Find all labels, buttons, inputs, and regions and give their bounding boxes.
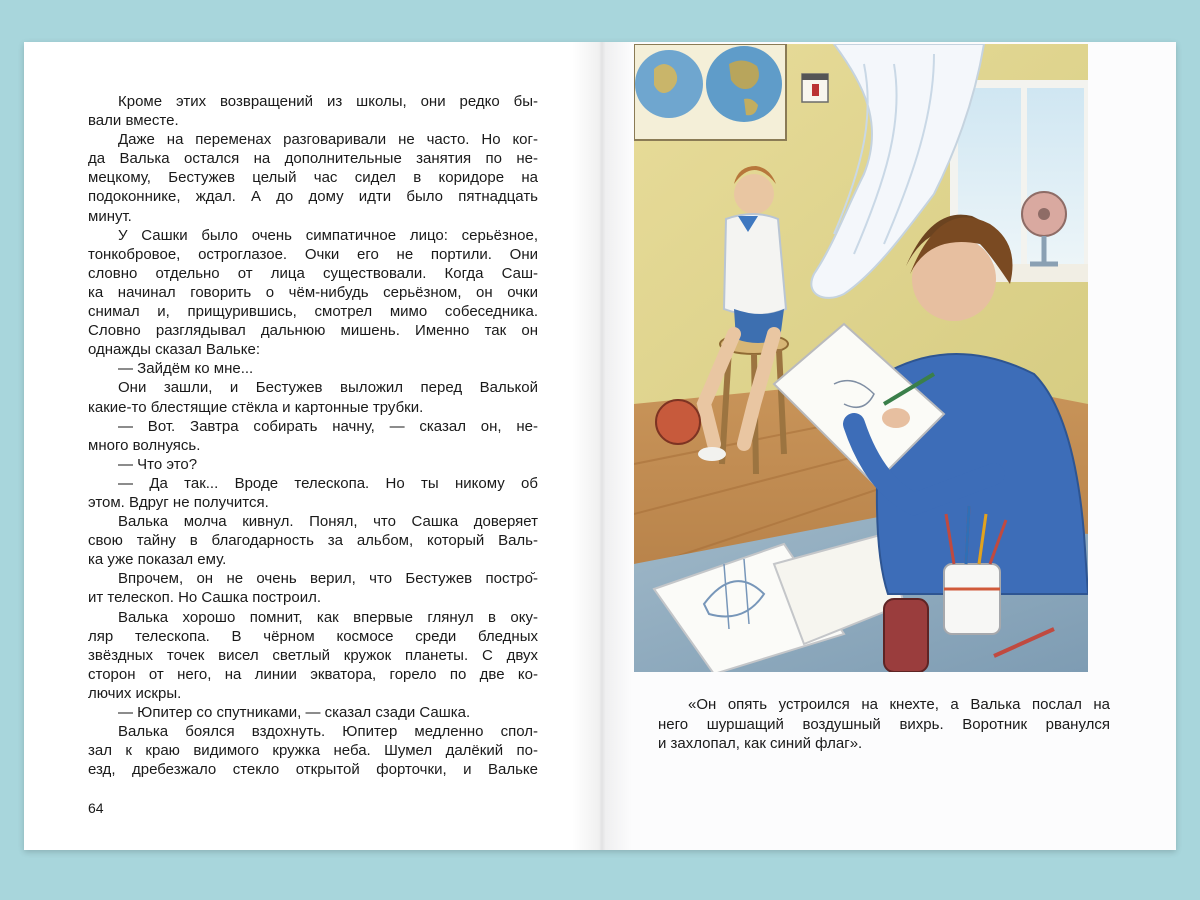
text-line: У Сашки было очень симпатичное лицо: серьёзное, [118,226,538,244]
text-line: Валька молча кивнул. Понял, что Сашка доверяет [118,513,538,531]
text-line: лючих искры. [88,684,182,702]
text-line: — Что это? [118,455,198,473]
text-line: снимал и, прищурившись, смотрел мимо собеседника. [88,303,538,321]
world-map-icon [634,44,786,140]
text-line: Впрочем, он не очень верил, что Бестужев постро̆- [118,570,538,588]
text-line: минут. [88,207,132,225]
caption-line: и захлопал, как синий флаг». [658,735,863,752]
caption-line: «Он опять устроился на кнехте, а Валька послал на [688,696,1110,713]
text-line: ляр телескопа. В чёрном космосе среди бледных [88,627,538,645]
text-line: однажды сказал Вальке: [88,341,260,359]
thermos [884,599,928,672]
body-text [88,92,538,779]
page-number: 64 [88,800,104,816]
text-line: Кроме этих возвращений из школы, они редко бы- [118,93,538,110]
text-line: да Валька остался на дополнительные занятия по не- [88,150,538,168]
text-line: Валька хорошо помнит, как впервые глянул в оку- [118,608,538,626]
ball [656,400,700,444]
text-line: — Да так... Вроде телескопа. Но ты никому об [118,474,538,492]
illustration-caption [658,695,1110,754]
text-line: езд, дребезжало стекло открытой форточки, и Вальке [88,761,538,779]
text-line: словно отдельно от лица существовали. Когда Саш- [88,264,538,282]
left-page [24,42,600,850]
text-line: Даже на переменах разговаривали не часто. Но ког- [118,131,538,149]
text-line: подоконнике, ждал. А до дому идти было пятнадцать [88,188,538,206]
text-line: ка уже показал ему. [88,551,227,569]
text-line: Они зашли, и Бестужев выложил перед Валькой [118,379,538,397]
text-line: — Зайдём ко мне... [118,360,254,378]
text-line: зал к краю видимого кружка неба. Шумел далёкий по- [88,742,538,760]
text-line: вали вместе. [88,112,179,130]
caption-line: него шуршащий воздушный вихрь. Воротник рванулся [658,715,1110,733]
text-line: Валька боялся вздохнуть. Юпитер медленно спол- [118,723,538,741]
text-line: много волнуясь. [88,436,201,454]
text-line: ит телескоп. Но Сашка построил. [88,589,322,607]
text-line: тонкобровое, остроглазое. Очки его не портили. Они [88,245,538,263]
text-line: сторон от него, на линии экватора, горело по две ко- [88,665,538,683]
text-line: — Юпитер со спутниками, — сказал сзади Сашка. [118,704,471,721]
text-line: этом. Вдруг не получится. [88,493,269,511]
text-line: звёздных точек висел светлый кружок планеты. С двух [88,646,538,664]
text-line: свою тайну в благодарность за альбом, который Валь- [88,532,538,550]
text-line: мецкому, Бестужев целый час сидел в коридоре на [88,169,538,187]
text-line: какие-то блестящие стёкла и картонные трубки. [88,398,424,416]
illustration [634,44,1088,672]
text-line: ка начинал говорить о чём-нибудь серьёзном, он очки [88,283,538,301]
text-line: Словно разглядывал дальнюю мишень. Именно так он [88,322,538,340]
calendar-icon [802,74,828,102]
text-line: — Вот. Завтра собирать начну, — сказал он, не- [118,417,538,435]
